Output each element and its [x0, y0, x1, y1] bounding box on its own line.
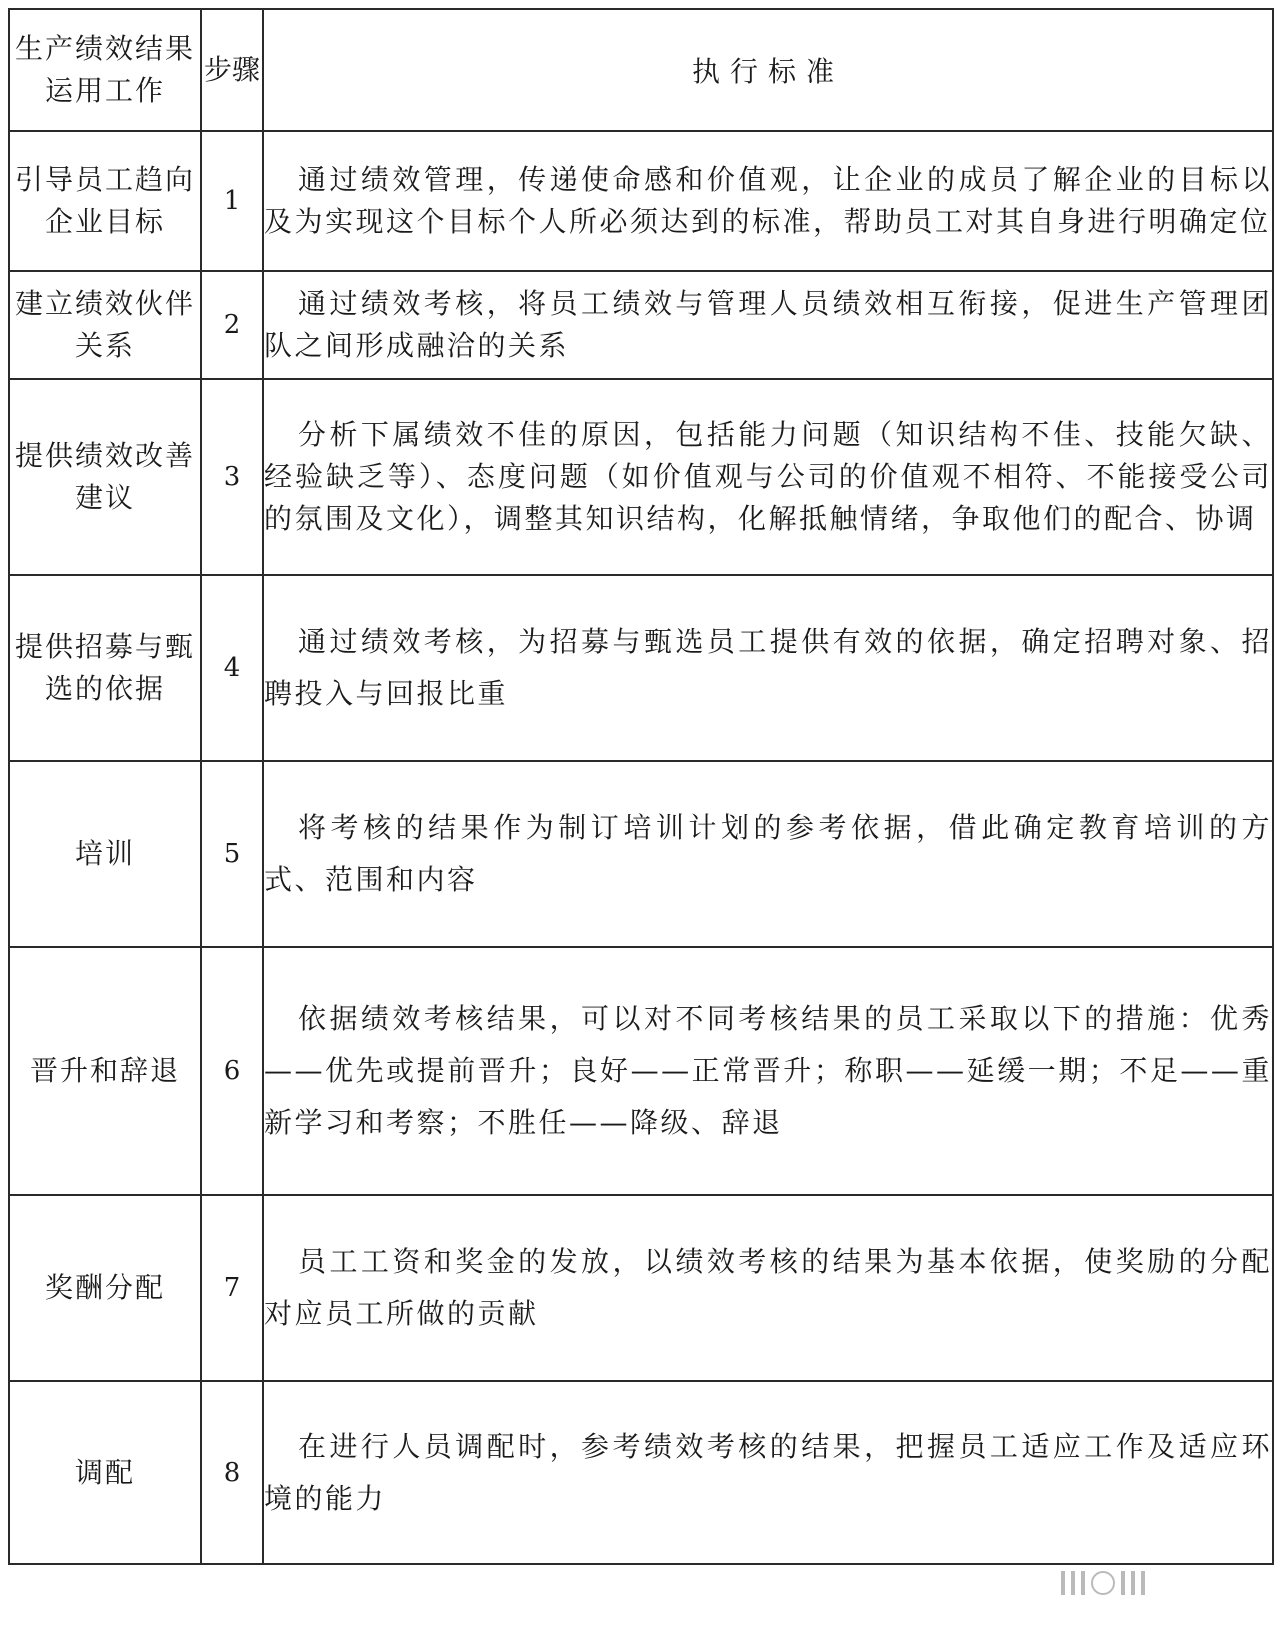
header-task: 生产绩效结果运用工作 [9, 9, 201, 131]
document-page [8, 8, 1272, 1631]
row-step-number: 3 [201, 379, 263, 575]
watermark-logo [978, 1565, 1228, 1601]
table-row [9, 947, 1273, 1195]
row-standard-text: 员工工资和奖金的发放，以绩效考核的结果为基本依据，使奖励的分配对应员工所做的贡献 [263, 1195, 1273, 1381]
row-standard-text: 在进行人员调配时，参考绩效考核的结果，把握员工适应工作及适应环境的能力 [263, 1381, 1273, 1564]
table-row [9, 575, 1273, 761]
row-step-number: 1 [201, 131, 263, 271]
row-task-name: 建立绩效伙伴关系 [9, 271, 201, 379]
watermark-circle-icon [1091, 1571, 1115, 1595]
row-task-name: 引导员工趋向企业目标 [9, 131, 201, 271]
row-task-name: 提供绩效改善建议 [9, 379, 201, 575]
table-row [9, 271, 1273, 379]
row-step-number: 4 [201, 575, 263, 761]
row-task-name: 培训 [9, 761, 201, 947]
row-step-number: 7 [201, 1195, 263, 1381]
table-row [9, 761, 1273, 947]
table-row [9, 1381, 1273, 1564]
row-step-number: 5 [201, 761, 263, 947]
row-standard-text: 通过绩效考核，为招募与甄选员工提供有效的依据，确定招聘对象、招聘投入与回报比重 [263, 575, 1273, 761]
table-row [9, 379, 1273, 575]
row-step-number: 8 [201, 1381, 263, 1564]
performance-application-table [8, 8, 1274, 1565]
row-standard-text: 依据绩效考核结果，可以对不同考核结果的员工采取以下的措施：优秀——优先或提前晋升；良好——正常晋升；称职——延缓一期；不足——重新学习和考察；不胜任——降级、辞退 [263, 947, 1273, 1195]
row-task-name: 调配 [9, 1381, 201, 1564]
header-standard: 执行标准 [263, 9, 1273, 131]
watermark-bar-icon [1071, 1571, 1075, 1595]
row-task-name: 提供招募与甄选的依据 [9, 575, 201, 761]
row-standard-text: 分析下属绩效不佳的原因，包括能力问题（知识结构不佳、技能欠缺、经验缺乏等）、态度问题（如价值观与公司的价值观不相符、不能接受公司的氛围及文化），调整其知识结构，化解抵触情绪，争取他们的配合、协调 [263, 379, 1273, 575]
table-row [9, 1195, 1273, 1381]
watermark-bar-icon [1081, 1571, 1085, 1595]
watermark-bar-icon [1121, 1571, 1125, 1595]
watermark-bar-icon [1061, 1571, 1065, 1595]
row-standard-text: 通过绩效管理，传递使命感和价值观，让企业的成员了解企业的目标以及为实现这个目标个人所必须达到的标准，帮助员工对其自身进行明确定位 [263, 131, 1273, 271]
watermark-bar-icon [1131, 1571, 1135, 1595]
row-step-number: 2 [201, 271, 263, 379]
watermark-bar-icon [1141, 1571, 1145, 1595]
row-standard-text: 通过绩效考核，将员工绩效与管理人员绩效相互衔接，促进生产管理团队之间形成融洽的关系 [263, 271, 1273, 379]
header-step: 步骤 [201, 9, 263, 131]
row-task-name: 晋升和辞退 [9, 947, 201, 1195]
row-task-name: 奖酬分配 [9, 1195, 201, 1381]
table-header-row [9, 9, 1273, 131]
row-standard-text: 将考核的结果作为制订培训计划的参考依据，借此确定教育培训的方式、范围和内容 [263, 761, 1273, 947]
row-step-number: 6 [201, 947, 263, 1195]
table-row [9, 131, 1273, 271]
